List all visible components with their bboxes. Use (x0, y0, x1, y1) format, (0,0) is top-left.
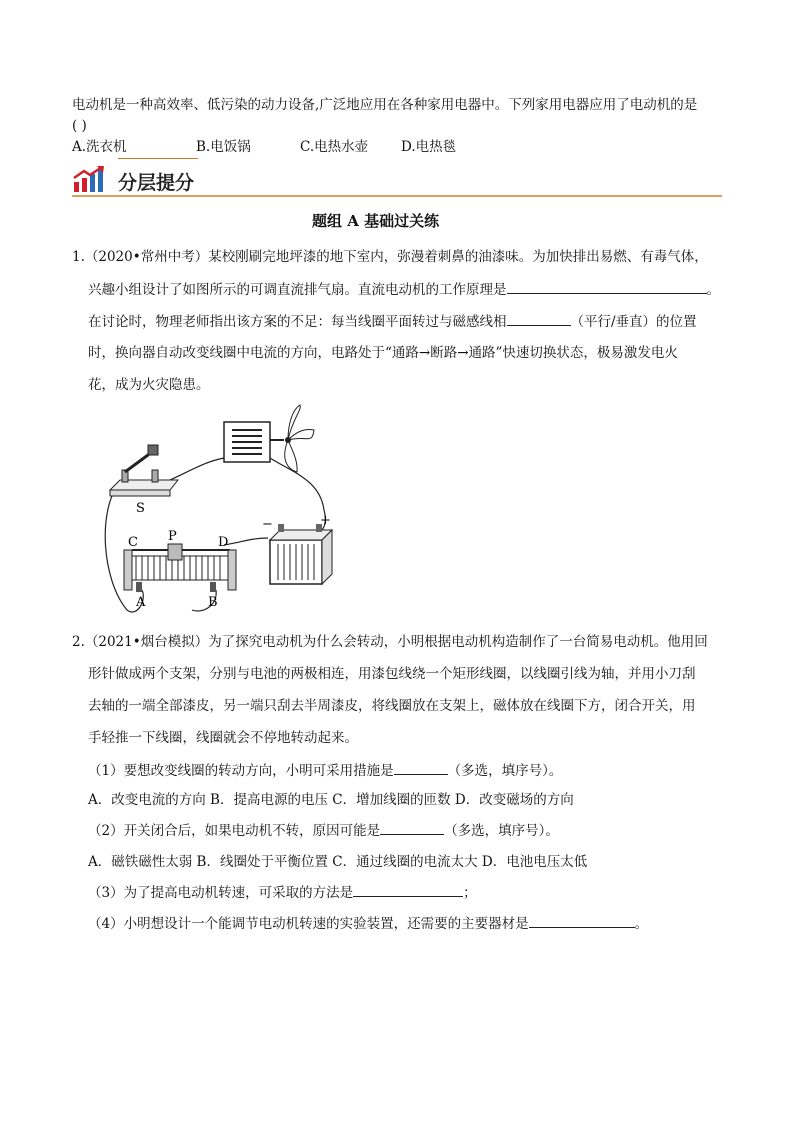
q1-blank-principle[interactable] (507, 279, 707, 294)
q1-line-1: 1.（2020•常州中考）某校刚刷完地坪漆的地下室内，弥漫着刺鼻的油漆味。为加快排出易燃、有毒气体， (72, 249, 708, 265)
q1-line-3 (88, 311, 697, 332)
rheostat (124, 544, 236, 592)
q2-blank-4[interactable] (529, 913, 635, 928)
fan-motor (224, 405, 314, 472)
label-d: D (218, 535, 229, 550)
q2-sub-2-end: （多选，填序号）。 (444, 823, 559, 839)
knife-switch (110, 445, 178, 496)
q2-sub-1-text: （1）要想改变线圈的转动方向，小明可采用措施是 (88, 763, 394, 779)
bar-chart-arrow-icon (72, 165, 108, 197)
q1-line-3-text: 在讨论时，物理老师指出该方案的不足：每当线圈平面转过与磁感线相 (88, 314, 507, 330)
q2-line-2: 形针做成两个支架，分别与电池的两极相连，用漆包线绕一个矩形线圈，以线圈引线为轴，并用小刀刮 (88, 666, 696, 682)
intro-question: 电动机是一种高效率、低污染的动力设备,广泛地应用在各种家用电器中。下列家用电器应用了电动机的是 (72, 97, 698, 113)
q2-line-1: 2.（2021•烟台模拟）为了探究电动机为什么会转动，小明根据电动机构造制作了一台简易电动机。他用回 (72, 634, 708, 650)
q2-sub-3-text: （3）为了提高电动机转速，可采取的方法是 (88, 885, 354, 901)
q2-sub-4-text: （4）小明想设计一个能调节电动机转速的实验装置，还需要的主要器材是 (88, 916, 529, 932)
section-title: 分层提分 (118, 172, 195, 194)
battery (270, 524, 332, 584)
q2-sub-2 (88, 820, 559, 841)
q2-blank-1[interactable] (394, 760, 448, 775)
label-p: P (168, 529, 177, 544)
q1-line-3-end: （平行/垂直）的位置 (570, 314, 697, 330)
q2-line-3: 去轴的一端全部漆皮，另一端只刮去半周漆皮，将线圈放在支架上，磁体放在线圈下方，闭合开关，用 (88, 698, 696, 714)
q2-options-1: A．改变电流的方向 B．提高电源的电压 C．增加线圈的匝数 D．改变磁场的方向 (88, 792, 574, 808)
intro-option-b: B.电饭锅 (196, 139, 251, 155)
q1-blank-orientation[interactable] (507, 311, 571, 326)
option-underline-decoration (118, 158, 198, 159)
q2-sub-3-end: ； (463, 885, 477, 901)
q2-sub-2-text: （2）开关闭合后，如果电动机不转，原因可能是 (88, 823, 381, 839)
q1-line-2-end: 。 (706, 282, 720, 298)
q1-line-4: 时，换向器自动改变线圈中电流的方向，电路处于“通路→断路→通路”快速切换状态，极易激发电火 (88, 345, 678, 361)
q1-line-2-text: 兴趣小组设计了如图所示的可调直流排气扇。直流电动机的工作原理是 (88, 282, 507, 298)
q2-sub-1 (88, 760, 562, 781)
label-b: B (208, 595, 218, 610)
intro-option-c: C.电热水壶 (300, 139, 369, 155)
label-plus: + (320, 513, 331, 528)
q2-sub-4 (88, 913, 648, 934)
q2-sub-3 (88, 882, 477, 903)
q1-line-2 (88, 279, 720, 300)
q1-line-5: 花，成为火灾隐患。 (88, 377, 210, 393)
label-a: A (136, 595, 146, 610)
q2-blank-2[interactable] (380, 820, 444, 835)
intro-option-d: D.电热毯 (401, 139, 457, 155)
label-s: S (136, 501, 145, 516)
q2-blank-3[interactable] (353, 882, 463, 897)
q2-sub-1-end: （多选，填序号）。 (447, 763, 563, 779)
q2-sub-4-end: 。 (634, 916, 649, 932)
label-c: C (128, 535, 138, 550)
circuit-diagram (92, 400, 352, 619)
q2-line-4: 手轻推一下线圈，线圈就会不停地转动起来。 (88, 730, 358, 746)
q2-options-2: A．磁铁磁性太弱 B．线圈处于平衡位置 C．通过线圈的电流太大 D．电池电压太低 (88, 854, 588, 870)
intro-option-a: A.洗衣机 (72, 139, 127, 155)
intro-answer-paren: ( ) (72, 118, 87, 134)
label-minus: − (262, 517, 273, 532)
group-title: 题组 A 基础过关练 (312, 212, 440, 230)
section-divider (72, 195, 722, 197)
